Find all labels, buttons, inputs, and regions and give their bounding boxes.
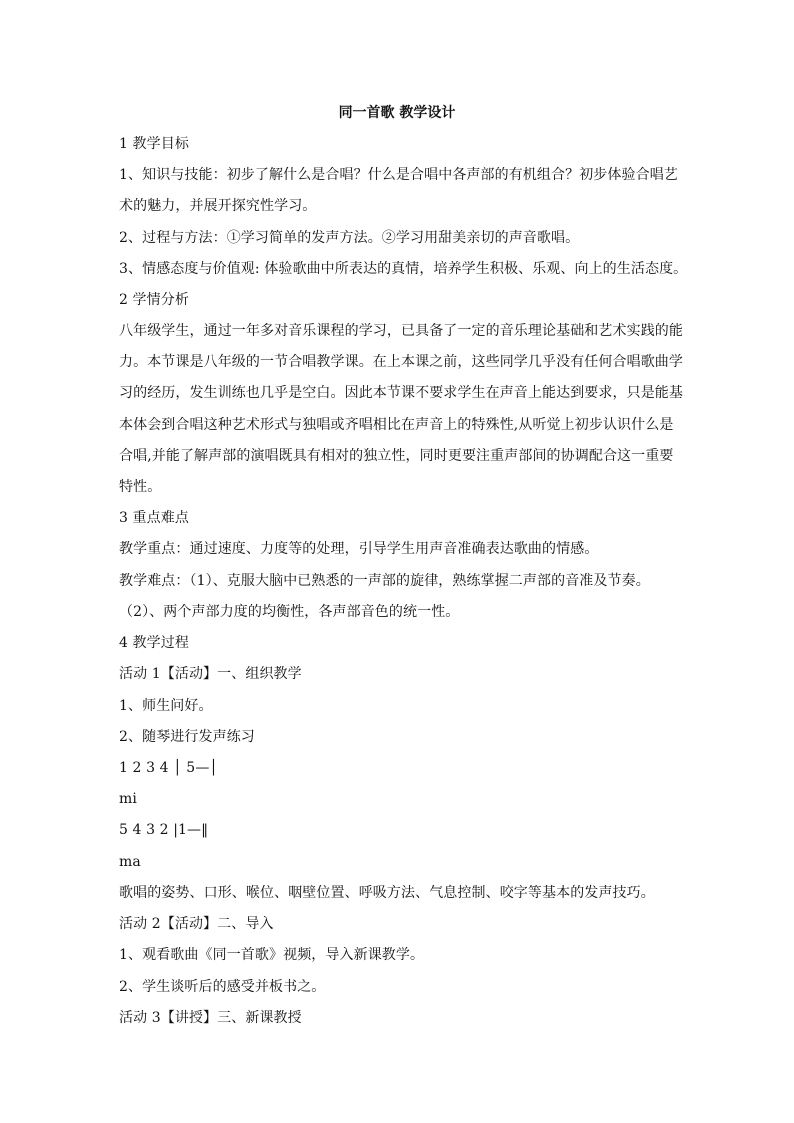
paragraph-line: 特性。 <box>119 479 162 495</box>
paragraph-line: 1、知识与技能：初步了解什么是合唱？什么是合唱中各声部的有机组合？初步体验合唱艺 <box>119 167 678 183</box>
notation-line: 1 2 3 4 │ 5—│ <box>119 760 218 776</box>
paragraph-line: 2、过程与方法：①学习简单的发声方法。②学习用甜美亲切的声音歌唱。 <box>119 230 580 246</box>
section-heading-process: 4 教学过程 <box>119 635 189 651</box>
section-heading-objectives: 1 教学目标 <box>119 136 189 152</box>
document-title: 同一首歌 教学设计 <box>338 105 456 121</box>
syllable-line: ma <box>119 854 141 870</box>
paragraph-line: 术的魅力，并展开探究性学习。 <box>119 198 317 214</box>
paragraph-line: 教学重点：通过速度、力度等的处理，引导学生用声音准确表达歌曲的情感。 <box>119 541 599 557</box>
paragraph-line: 1、观看歌曲《同一首歌》视频，导入新课教学。 <box>119 947 425 963</box>
syllable-line: mi <box>119 791 137 807</box>
paragraph-line: 3、情感态度与价值观: 体验歌曲中所表达的真情，培养学生积极、乐观、向上的生活态度。 <box>119 261 688 277</box>
paragraph-line: 本体会到合唱这种艺术形式与独唱或齐唱相比在声音上的特殊性,从听觉上初步认识什么是 <box>119 417 674 433</box>
paragraph-line: 教学难点：（1）、克服大脑中已熟悉的一声部的旋律，熟练掌握二声部的音准及节奏。 <box>119 573 650 589</box>
paragraph-line: 1、师生问好。 <box>119 698 213 714</box>
paragraph-line: 歌唱的姿势、口形、喉位、咽壁位置、呼吸方法、气息控制、咬字等基本的发声技巧。 <box>119 885 655 901</box>
paragraph-line: 2、随琴进行发声练习 <box>119 729 255 745</box>
paragraph-line: 2、学生谈听后的感受并板书之。 <box>119 979 326 995</box>
activity-heading: 活动 2【活动】二、导入 <box>119 916 274 932</box>
section-heading-key-points: 3 重点难点 <box>119 510 189 526</box>
paragraph-line: 八年级学生，通过一年多对音乐课程的学习，已具备了一定的音乐理论基础和艺术实践的能 <box>119 323 683 339</box>
activity-heading: 活动 1【活动】一、组织教学 <box>119 666 302 682</box>
section-heading-analysis: 2 学情分析 <box>119 292 189 308</box>
activity-heading: 活动 3【讲授】三、新课教授 <box>119 1010 302 1026</box>
paragraph-line: 力。本节课是八年级的一节合唱教学课。在上本课之前，这些同学几乎没有任何合唱歌曲学 <box>119 354 683 370</box>
paragraph-line: （2）、两个声部力度的均衡性，各声部音色的统一性。 <box>119 604 460 620</box>
paragraph-line: 合唱,并能了解声部的演唱既具有相对的独立性，同时更要注重声部间的协调配合这一重要 <box>119 448 674 464</box>
notation-line: 5 4 3 2 |1—‖ <box>119 822 209 838</box>
paragraph-line: 习的经历，发生训练也几乎是空白。因此本节课不要求学生在声音上能达到要求，只是能基 <box>119 385 683 401</box>
